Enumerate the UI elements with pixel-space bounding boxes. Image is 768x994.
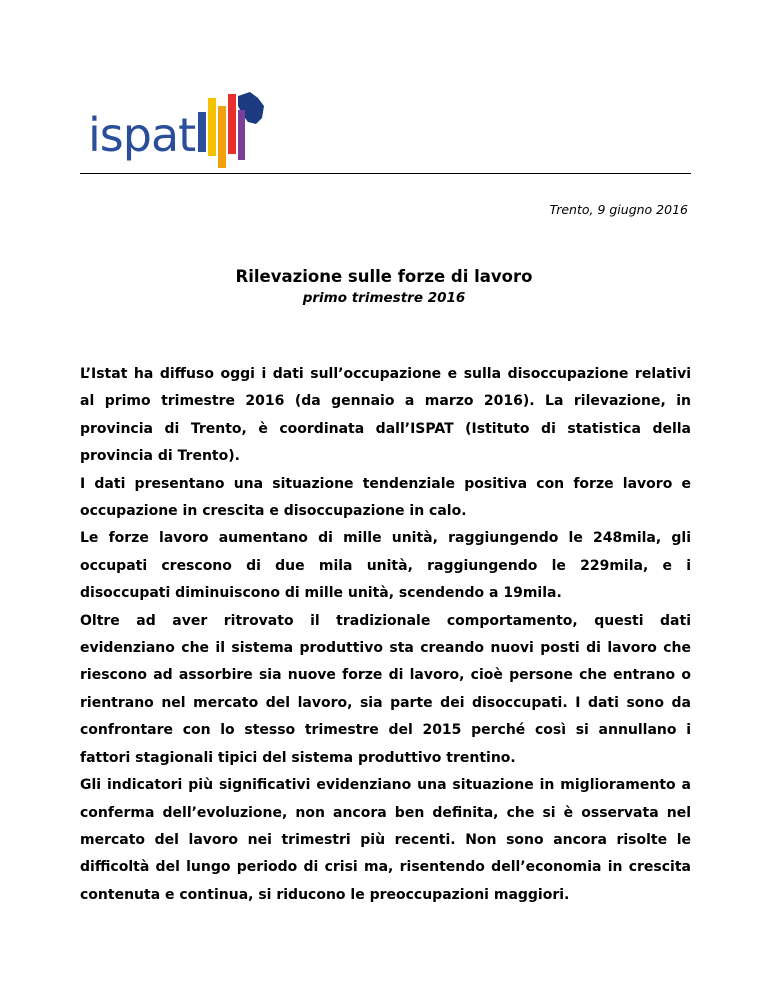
document-title: Rilevazione sulle forze di lavoro (235, 267, 533, 286)
document-body (80, 361, 691, 909)
logo-bar-blue (198, 112, 206, 152)
paragraph: I dati presentano una situazione tendenziale positiva con forze lavoro e occupazione in crescita e disoccupazione in calo. (80, 475, 691, 520)
paragraph: Le forze lavoro aumentano di mille unità, raggiungendo le 248mila, gli occupati crescono di due mila unità, raggiungendo le 229mila, e i disoccupati diminuiscono di mille unità, scendendo a 19mila. (80, 530, 691, 602)
paragraph: Oltre ad aver ritrovato il tradizionale comportamento, questi dati evidenziano che il sistema produttivo sta creando nuovi posti di lavoro che riescono ad assorbire sia nuove forze di lavoro, cioè persone che entrano o rientrano nel mercato del lavoro, sia parte dei disoccupati. I dati sono da confrontare con lo stesso trimestre del 2015 perché così si annullano i fattori stagionali tipici del sistema produttivo trentino. (80, 612, 691, 766)
logo-bar-purple (238, 110, 245, 160)
paragraph: Gli indicatori più significativi evidenziano una situazione in miglioramento a conferma dell’evoluzione, non ancora ben definita, che si è osservata nel mercato del lavoro nei trimestri più recenti. Non sono ancora risolte le difficoltà del lungo periodo di crisi ma, risentendo dell’economia in crescita contenuta e continua, si riducono le preoccupazioni maggiori. (80, 777, 691, 903)
logo-wordmark: ispat (88, 108, 196, 162)
header-divider (80, 173, 691, 174)
logo-bar-yellow (208, 98, 216, 156)
logo-bar-red (228, 94, 236, 154)
paragraph: L’Istat ha diffuso oggi i dati sull’occupazione e sulla disoccupazione relativi al primo trimestre 2016 (da gennaio a marzo 2016). La rilevazione, in provincia di Trento, è coordinata dall’ISPAT (Istituto di statistica della provincia di Trento). (80, 366, 691, 465)
logo-bar-orange (218, 106, 226, 168)
document-date: Trento, 9 giugno 2016 (549, 202, 688, 217)
document-subtitle: primo trimestre 2016 (302, 290, 466, 306)
